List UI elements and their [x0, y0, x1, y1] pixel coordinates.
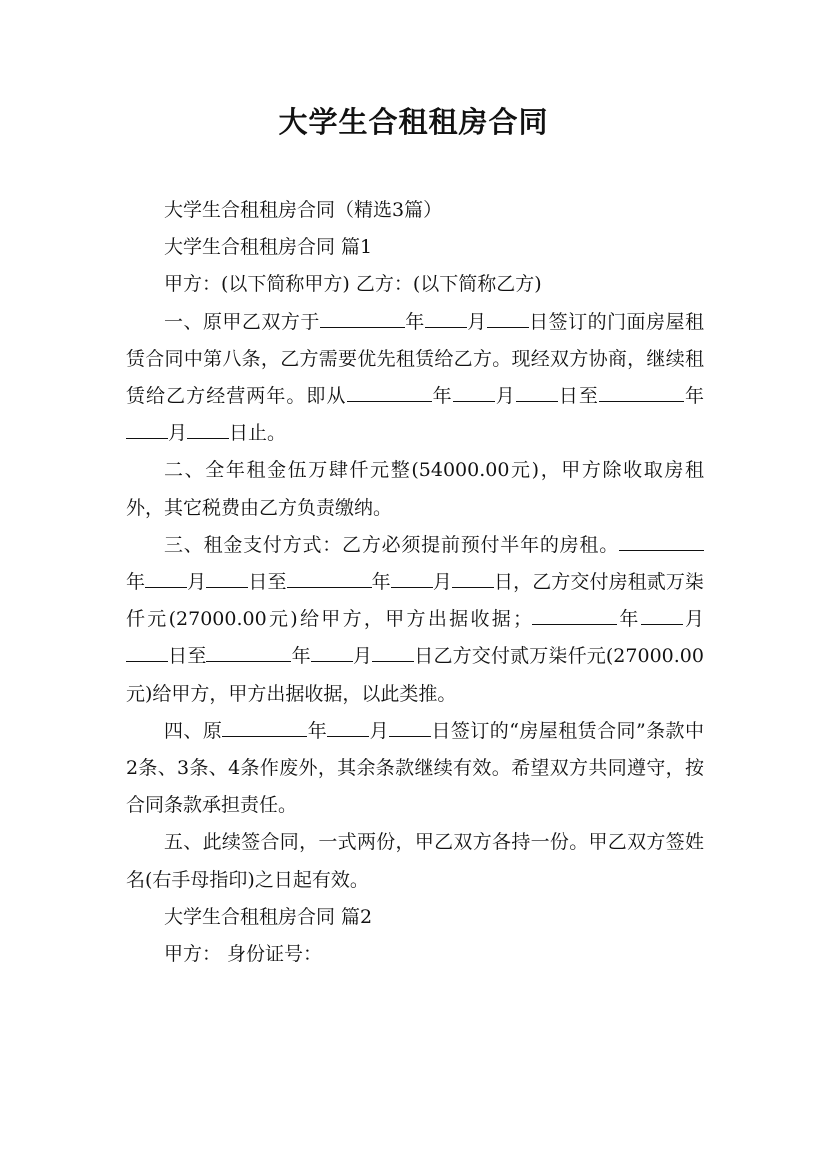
- clause-text: 年: [371, 571, 391, 594]
- clause-text: 月: [369, 719, 390, 742]
- clause-3: [126, 527, 704, 713]
- clause-2: 二、全年租金伍万肆仟元整(54000.00元)，甲方除收取房租外，其它税费由乙方负责缴纳。: [126, 459, 704, 519]
- blank-field: [372, 642, 414, 663]
- clause-text: 年: [404, 310, 425, 333]
- clause-text: 日止。: [229, 422, 287, 445]
- blank-field: [206, 567, 248, 588]
- blank-field: [619, 530, 704, 551]
- blank-field: [222, 716, 307, 737]
- clause-text: 年: [291, 645, 311, 668]
- clause-text: 月: [168, 422, 188, 445]
- blank-field: [599, 381, 684, 402]
- blank-field: [187, 418, 229, 439]
- clause-text: 一、原甲乙双方于: [164, 310, 320, 333]
- clause-text: 日至: [168, 645, 207, 668]
- clause-text: 日至: [248, 571, 287, 594]
- section-heading-1: 大学生合租租房合同 篇1: [164, 236, 373, 259]
- blank-field: [487, 307, 529, 328]
- clause-text: 月: [466, 310, 487, 333]
- clause-text: 日签订的门面房屋租赁合同中第八条，乙方需要优先租赁给乙方。现经双方协商，继续租赁给乙方经营两年。即从: [126, 310, 704, 408]
- clause-text: 年: [431, 385, 453, 408]
- clause-4: [126, 713, 704, 825]
- blank-field: [452, 567, 494, 588]
- clause-text: 日乙方交付贰万柒仟元(27000.00元)给甲方，甲方出据收据，以此类推。: [126, 645, 704, 705]
- section-heading-2: 大学生合租租房合同 篇2: [164, 905, 373, 928]
- clause-text: 月: [682, 608, 704, 631]
- clause-text: 日至: [557, 385, 599, 408]
- clause-text: 年: [126, 571, 146, 594]
- blank-field: [287, 567, 372, 588]
- blank-field: [641, 604, 683, 625]
- blank-field: [453, 381, 495, 402]
- blank-field: [389, 716, 431, 737]
- clause-text: 月: [187, 571, 207, 594]
- intro-line: 大学生合租租房合同（精选3篇）: [164, 199, 443, 221]
- blank-field: [347, 381, 432, 402]
- blank-field: [425, 307, 467, 328]
- blank-field: [126, 418, 168, 439]
- clause-5: 五、此续签合同，一式两份，甲乙双方各持一份。甲乙双方签姓名(右手母指印)之日起有效。: [126, 831, 704, 891]
- clause-text: 年: [617, 608, 641, 631]
- blank-field: [145, 567, 187, 588]
- clause-text: 日签订的“房屋租赁合同”条款中2条、3条、4条作废外，其余条款继续有效。希望双方共同遵守，按合同条款承担责任。: [126, 719, 704, 817]
- document-title: 大学生合租租房合同: [278, 105, 549, 139]
- party-a-id-line: 甲方： 身份证号：: [164, 943, 323, 966]
- clause-text: 日，乙方交付房租贰万柒仟元(27000.00元)给甲方，甲方出据收据；: [126, 571, 704, 631]
- clause-text: 年: [307, 719, 328, 742]
- clause-text: 月: [352, 645, 373, 668]
- blank-field: [532, 604, 617, 625]
- blank-field: [327, 716, 369, 737]
- clause-text: 年: [683, 385, 704, 408]
- blank-field: [311, 642, 353, 663]
- blank-field: [391, 567, 433, 588]
- blank-field: [126, 642, 168, 663]
- clause-text: 三、租金支付方式：乙方必须提前预付半年的房租。: [164, 533, 619, 556]
- clause-1: [126, 304, 704, 453]
- blank-field: [206, 642, 291, 663]
- parties-line: 甲方：(以下简称甲方) 乙方：(以下简称乙方): [164, 273, 542, 296]
- blank-field: [320, 307, 405, 328]
- clause-text: 四、原: [164, 719, 223, 742]
- blank-field: [516, 381, 558, 402]
- clause-text: 月: [494, 385, 516, 408]
- clause-text: 月: [432, 571, 452, 594]
- document-body: [126, 192, 704, 973]
